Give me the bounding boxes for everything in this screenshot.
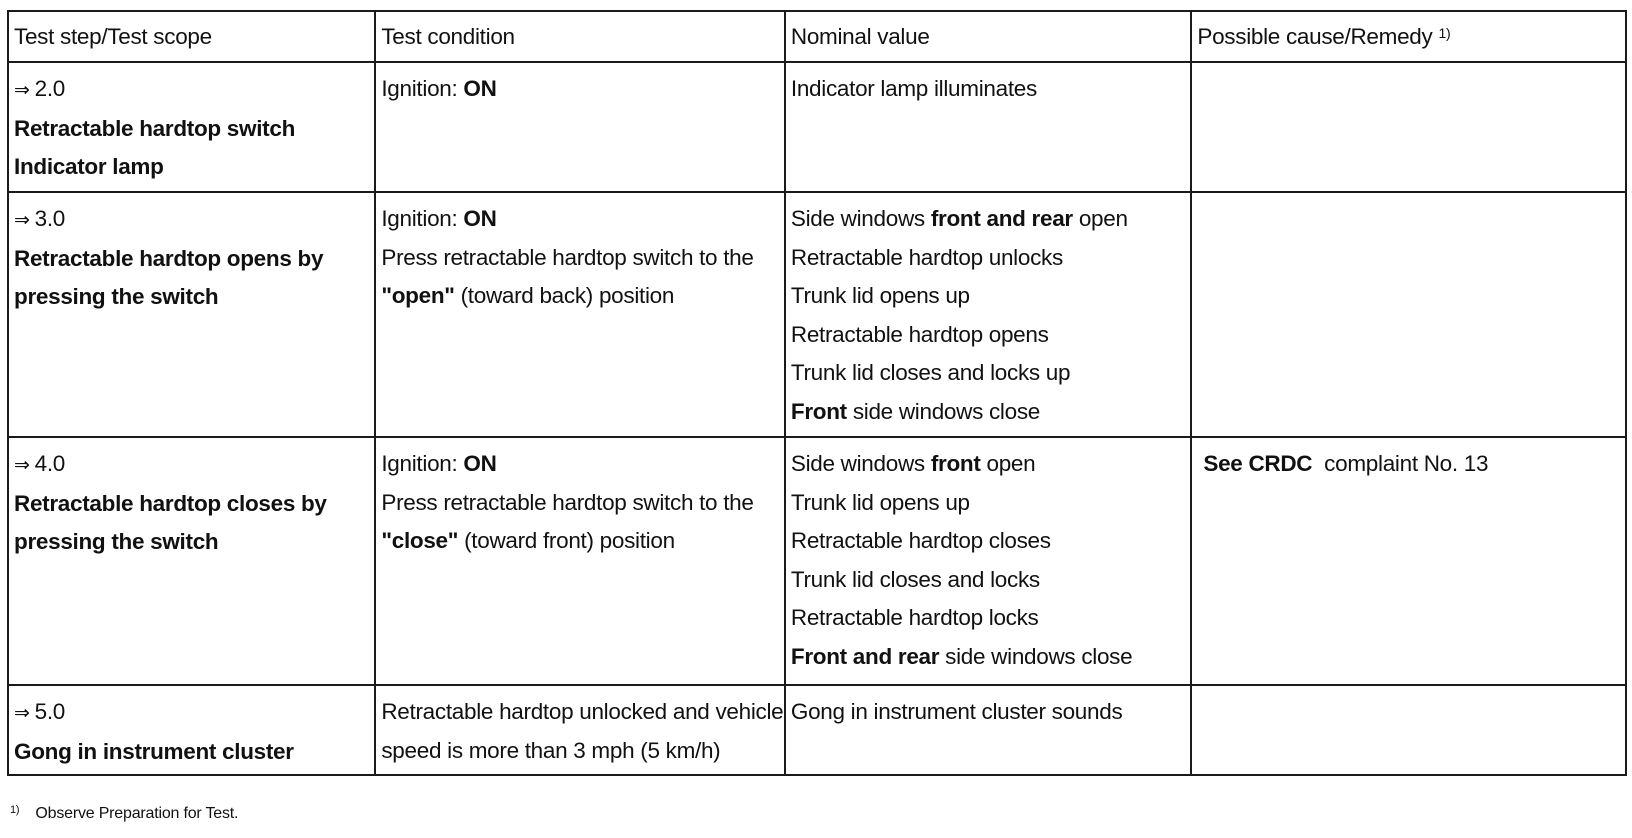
step-cell [8,685,375,775]
nominal-line: Retractable hardtop unlocks [790,244,1063,270]
header-possible-cause: Possible cause/Remedy $^{1)}$ [1191,11,1626,62]
nominal-line: Side windows front open [790,451,1036,476]
cause-cell [1191,192,1626,437]
remedy-reference: See CRDC complaint No. 13 [1203,451,1489,476]
footnote-text: Observe Preparation for Test. [35,805,239,822]
step-scope-line: Retractable hardtop switch [14,115,296,141]
nominal-line: Front and rear side windows close [790,643,1133,669]
nominal-line: Indicator lamp illuminates [790,76,1037,101]
condition-cell [375,685,785,775]
footnote-mark: 1) [10,804,20,816]
press-instruction: Press retractable hardtop switch to the [381,489,754,515]
test-table [7,10,1627,776]
table-header-row [8,11,1626,62]
switch-position: "open" (toward back) position [381,283,675,308]
header-test-step: Test step/Test scope [8,11,375,62]
nominal-cell [785,192,1192,437]
table-row [8,62,1626,192]
press-instruction: Press retractable hardtop switch to the [381,244,754,270]
arrow-right-icon: ⇒ [14,454,30,476]
nominal-cell [785,437,1192,685]
ignition-condition: Ignition: ON [381,206,497,231]
nominal-cell [785,685,1192,775]
header-nominal-value: Nominal value [785,11,1192,62]
nominal-line: Trunk lid opens up [790,283,970,308]
nominal-line: Retractable hardtop closes [790,528,1051,553]
arrow-right-icon: ⇒ [14,209,30,231]
header-test-condition: Test condition [375,11,785,62]
step-cell [8,192,375,437]
table-row [8,437,1626,685]
cause-cell [1191,685,1626,775]
nominal-line: Retractable hardtop opens [790,321,1049,347]
table-row [8,685,1626,775]
ignition-condition: Ignition: ON [381,451,497,476]
step-scope-line: Gong in instrument cluster [14,738,294,764]
step-scope-line: pressing the switch [14,529,219,554]
nominal-cell [785,62,1192,192]
condition-line: Retractable hardtop unlocked and vehicle [381,699,784,724]
step-number: ⇒ 2.0 [14,76,66,101]
ignition-condition: Ignition: ON [381,76,497,101]
step-number: ⇒ 3.0 [14,206,66,231]
nominal-line: Retractable hardtop locks [790,605,1039,630]
condition-cell [375,437,785,685]
nominal-line: Side windows front and rear open [790,206,1128,231]
arrow-right-icon: ⇒ [14,79,30,101]
step-cell [8,62,375,192]
condition-line: speed is more than 3 mph (5 km/h) [381,737,721,763]
nominal-line: Gong in instrument cluster sounds [790,699,1123,724]
step-cell [8,437,375,685]
condition-cell [375,192,785,437]
cause-cell [1191,437,1626,685]
arrow-right-icon: ⇒ [14,702,30,724]
step-number: ⇒ 5.0 [14,699,66,724]
table-row [8,192,1626,437]
step-scope-line: pressing the switch [14,284,219,309]
switch-position: "close" (toward front) position [381,528,675,553]
nominal-line: Trunk lid opens up [790,489,970,515]
cause-cell [1191,62,1626,192]
nominal-line: Trunk lid closes and locks up [790,360,1071,385]
condition-cell [375,62,785,192]
footnote [10,804,238,823]
step-scope-line: Retractable hardtop opens by [14,245,324,271]
footnote-reference: 1) [1438,25,1451,41]
step-scope-line: Indicator lamp [14,154,164,179]
nominal-line: Trunk lid closes and locks [790,566,1040,592]
step-scope-line: Retractable hardtop closes by [14,490,327,516]
step-number: ⇒ 4.0 [14,451,66,476]
nominal-line: Front side windows close [790,398,1041,424]
